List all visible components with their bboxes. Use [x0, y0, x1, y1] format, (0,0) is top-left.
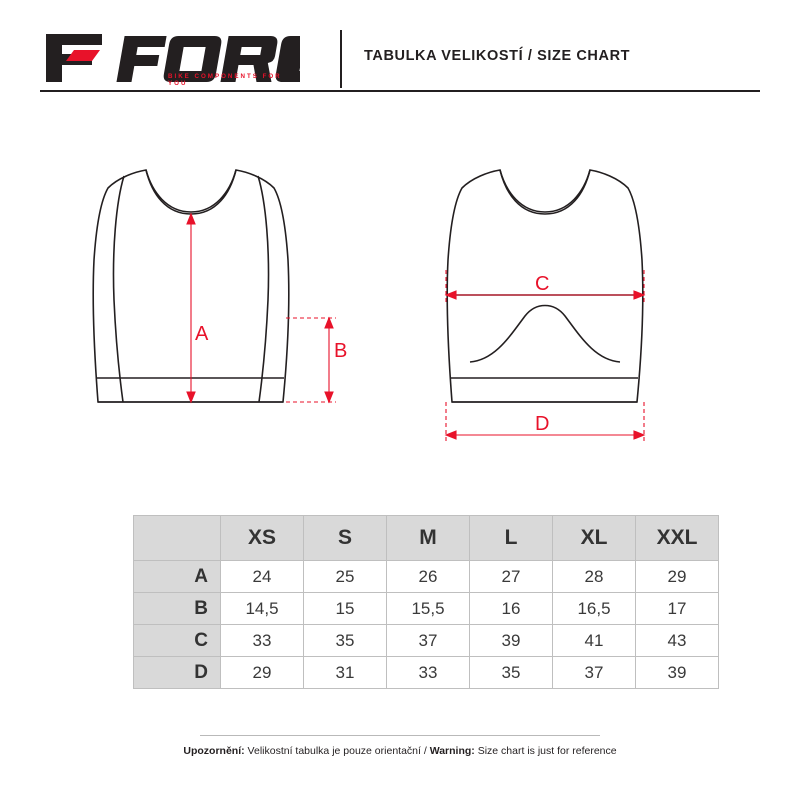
dimension-label-a: A [195, 323, 209, 345]
table-row [134, 657, 719, 689]
cell-d-xl: 37 [553, 657, 636, 689]
cell-c-xl: 41 [553, 625, 636, 657]
garment-diagrams [40, 140, 760, 480]
column-header-xs: XS [221, 516, 304, 561]
footer-warning-en-text: Size chart is just for reference [474, 745, 617, 757]
illustration-area [40, 140, 760, 480]
cell-a-m: 26 [387, 561, 470, 593]
page-title: TABULKA VELIKOSTÍ / SIZE CHART [364, 48, 631, 64]
header [40, 28, 760, 90]
dimension-label-c: C [535, 273, 550, 295]
size-chart-table-wrap [133, 515, 698, 689]
cell-d-m: 33 [387, 657, 470, 689]
dimension-line-a [187, 214, 195, 402]
cell-d-l: 35 [470, 657, 553, 689]
table-row [134, 593, 719, 625]
cell-c-m: 37 [387, 625, 470, 657]
footer-divider [200, 735, 600, 736]
column-header-xl: XL [553, 516, 636, 561]
column-header-m: M [387, 516, 470, 561]
table-header-row [134, 516, 719, 561]
cell-a-xs: 24 [221, 561, 304, 593]
footer-warning-en-label: Warning: [429, 745, 475, 757]
table-row [134, 561, 719, 593]
header-divider [340, 30, 342, 88]
cell-c-xxl: 43 [636, 625, 719, 657]
dimension-label-d: D [535, 413, 550, 435]
cell-a-xxl: 29 [636, 561, 719, 593]
cell-c-xs: 33 [221, 625, 304, 657]
cell-d-s: 31 [304, 657, 387, 689]
column-header-xxl: XXL [636, 516, 719, 561]
header-rule [40, 90, 760, 92]
cell-b-l: 16 [470, 593, 553, 625]
footer-warning-cs-label: Upozornění: [183, 745, 245, 757]
cell-a-l: 27 [470, 561, 553, 593]
footer-warning-cs-text: Velikostní tabulka je pouze orientační / [244, 745, 430, 757]
cell-a-s: 25 [304, 561, 387, 593]
row-header-d: D [134, 657, 221, 689]
cell-c-l: 39 [470, 625, 553, 657]
cell-b-m: 15,5 [387, 593, 470, 625]
dimension-label-b: B [334, 340, 348, 362]
cell-d-xs: 29 [221, 657, 304, 689]
force-logo [40, 28, 300, 90]
row-header-a: A [134, 561, 221, 593]
row-header-c: C [134, 625, 221, 657]
cell-a-xl: 28 [553, 561, 636, 593]
column-header-l: L [470, 516, 553, 561]
table-row [134, 625, 719, 657]
force-logo-tagline: BIKE COMPONENTS FOR YOU [168, 73, 282, 87]
cell-b-xl: 16,5 [553, 593, 636, 625]
cell-b-xxl: 17 [636, 593, 719, 625]
column-header-s: S [304, 516, 387, 561]
size-chart-table [133, 515, 719, 689]
cell-c-s: 35 [304, 625, 387, 657]
row-header-b: B [134, 593, 221, 625]
cell-d-xxl: 39 [636, 657, 719, 689]
table-corner-cell [134, 516, 221, 561]
dimension-line-b [286, 318, 336, 402]
footer-warning [0, 745, 800, 757]
cell-b-xs: 14,5 [221, 593, 304, 625]
cell-b-s: 15 [304, 593, 387, 625]
